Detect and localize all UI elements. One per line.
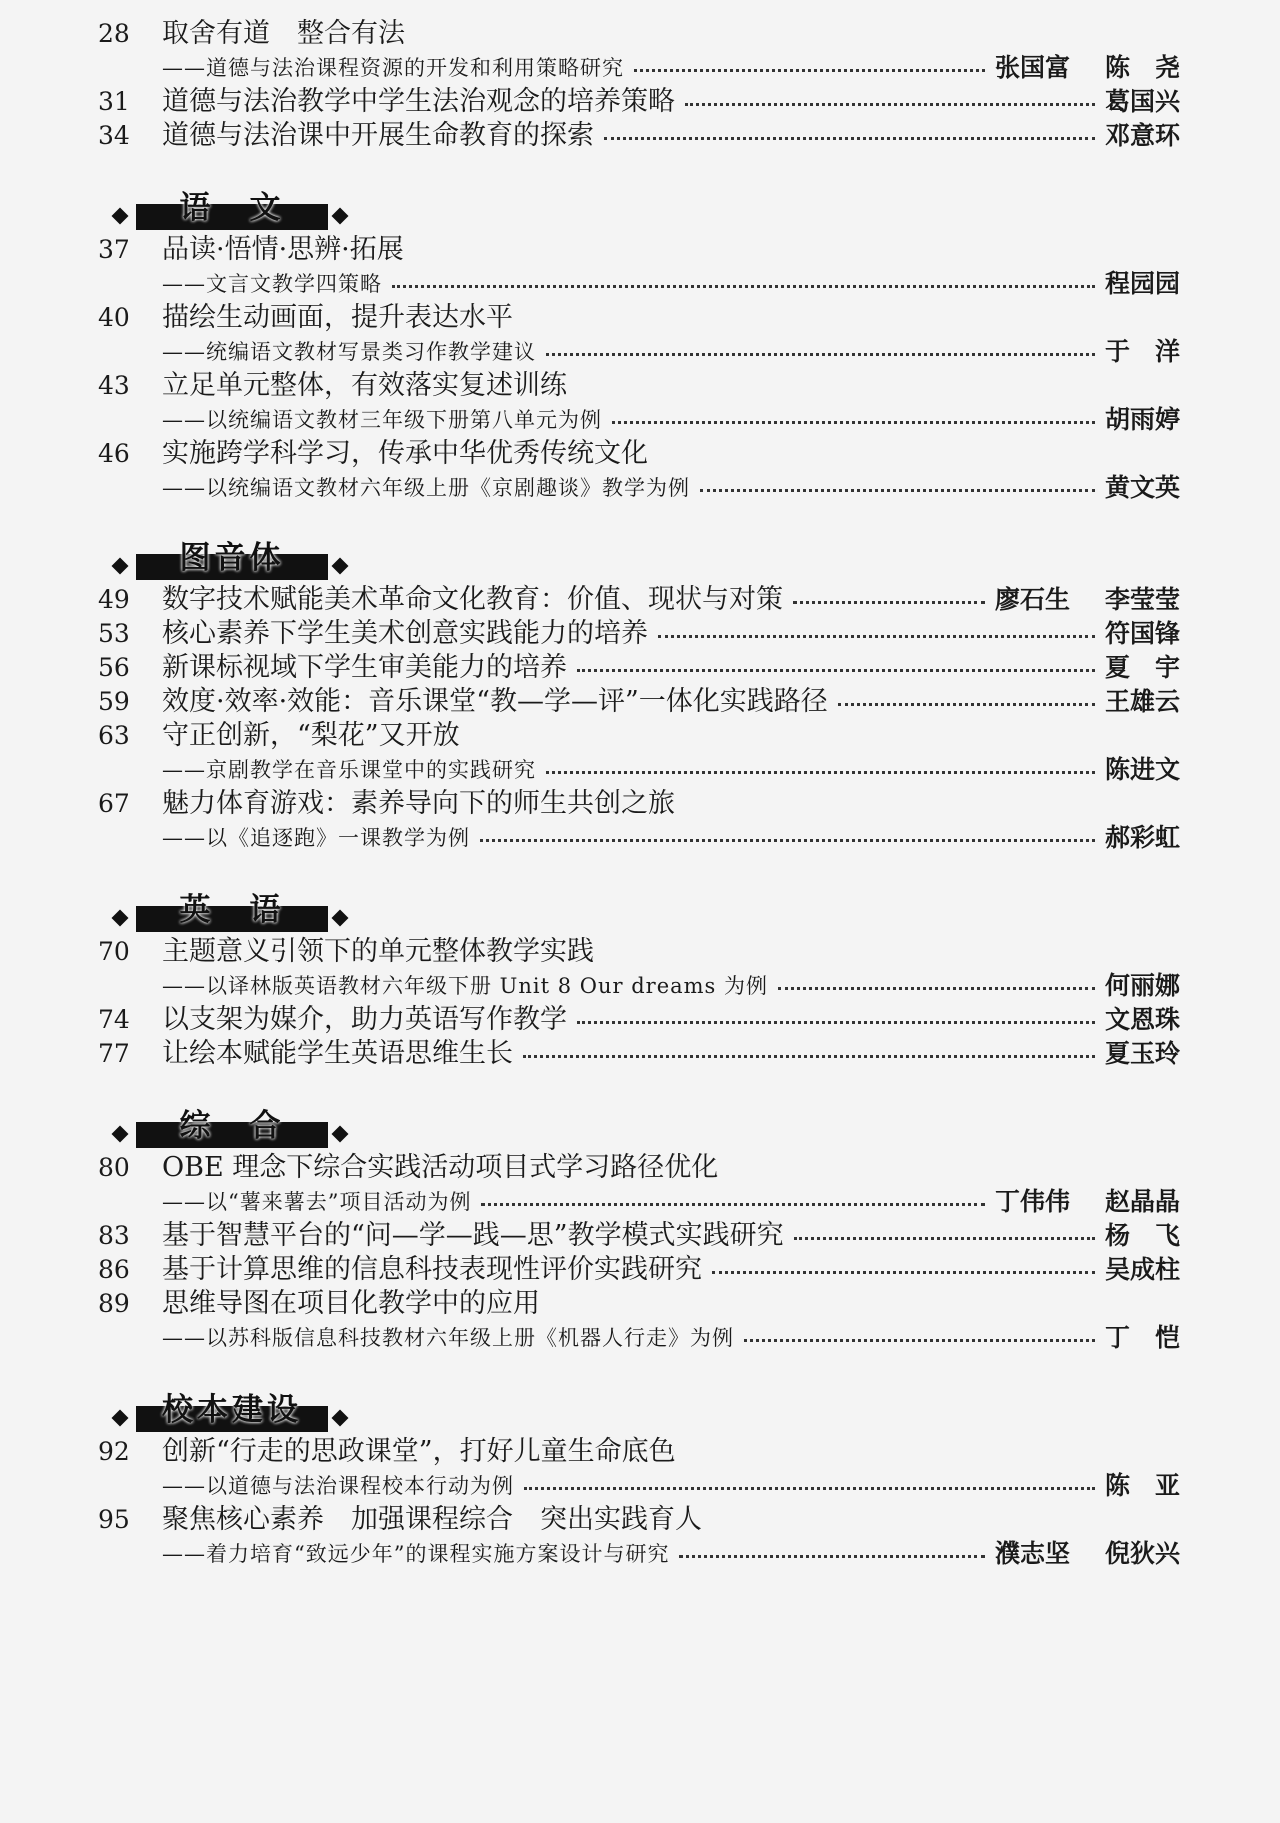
author-name: 黄文英 <box>1105 470 1180 506</box>
page-number: 92 <box>98 1437 130 1466</box>
toc-entry[interactable] <box>0 616 1280 652</box>
dot-leader <box>480 839 1095 842</box>
entry-title[interactable]: 立足单元整体，有效落实复述训练 <box>162 368 573 404</box>
page-number: 70 <box>98 937 130 966</box>
author-name: 李莹莹 <box>1105 582 1180 618</box>
page-number: 59 <box>98 687 130 716</box>
diamond-icon <box>332 910 349 927</box>
toc-entry-subtitle-row <box>0 402 1280 438</box>
page-number: 49 <box>98 585 130 614</box>
entry-title[interactable]: 新课标视域下学生审美能力的培养 <box>162 650 573 686</box>
author-name: 程园园 <box>1105 266 1180 302</box>
toc-entry[interactable] <box>0 1252 1280 1288</box>
entry-title[interactable]: 让绘本赋能学生英语思维生长 <box>162 1036 519 1072</box>
entry-title[interactable]: 主题意义引领下的单元整体教学实践 <box>162 934 600 970</box>
toc-entry[interactable] <box>0 934 1280 970</box>
entry-title[interactable]: 思维导图在项目化教学中的应用 <box>162 1286 546 1322</box>
page-number: 83 <box>98 1221 130 1250</box>
toc-entry[interactable] <box>0 1434 1280 1470</box>
toc-entry[interactable] <box>0 436 1280 472</box>
entry-title[interactable]: 基于计算思维的信息科技表现性评价实践研究 <box>162 1252 708 1288</box>
page-number: 40 <box>98 303 130 332</box>
toc-entry-subtitle-row <box>0 1536 1280 1572</box>
toc-entry-subtitle-row <box>0 1320 1280 1356</box>
diamond-icon <box>112 910 129 927</box>
entry-title[interactable]: 核心素养下学生美术创意实践能力的培养 <box>162 616 654 652</box>
author-name: 文恩珠 <box>1105 1002 1180 1038</box>
section-title: 校本建设 <box>162 1392 302 1428</box>
entry-subtitle: ——京剧教学在音乐课堂中的实践研究 <box>162 752 542 788</box>
page-number: 43 <box>98 371 130 400</box>
toc-entry[interactable] <box>0 582 1280 618</box>
section-header <box>110 1108 350 1146</box>
page-number: 95 <box>98 1505 130 1534</box>
dot-leader <box>679 1555 985 1558</box>
author-name: 陈 亚 <box>1105 1468 1180 1504</box>
entry-title[interactable]: 基于智慧平台的“问—学—践—思”教学模式实践研究 <box>162 1218 790 1254</box>
toc-entry[interactable] <box>0 84 1280 120</box>
author-name: 廖石生 <box>995 582 1070 618</box>
dot-leader <box>700 489 1095 492</box>
page-number: 80 <box>98 1153 130 1182</box>
toc-entry-subtitle-row <box>0 334 1280 370</box>
entry-subtitle: ——着力培育“致远少年”的课程实施方案设计与研究 <box>162 1536 675 1572</box>
page-number: 31 <box>98 87 130 116</box>
author-name: 丁伟伟 <box>995 1184 1070 1220</box>
entry-title[interactable]: 品读·悟情·思辨·拓展 <box>162 232 410 268</box>
page-number: 77 <box>98 1039 130 1068</box>
entry-title[interactable]: 聚焦核心素养 加强课程综合 突出实践育人 <box>162 1502 708 1538</box>
diamond-icon <box>332 1410 349 1427</box>
dot-leader <box>524 1487 1095 1490</box>
author-name: 赵晶晶 <box>1105 1184 1180 1220</box>
page-number: 63 <box>98 721 130 750</box>
diamond-icon <box>112 208 129 225</box>
toc-entry[interactable] <box>0 1502 1280 1538</box>
diamond-icon <box>112 558 129 575</box>
toc-entry[interactable] <box>0 232 1280 268</box>
toc-entry[interactable] <box>0 1286 1280 1322</box>
dot-leader <box>481 1203 985 1206</box>
entry-title[interactable]: 效度·效率·效能：音乐课堂“教—学—评”一体化实践路径 <box>162 684 834 720</box>
page-number: 53 <box>98 619 130 648</box>
dot-leader <box>577 669 1095 672</box>
author-name: 张国富 <box>995 50 1070 86</box>
entry-title[interactable]: 描绘生动画面，提升表达水平 <box>162 300 519 336</box>
entry-title[interactable]: 魅力体育游戏：素养导向下的师生共创之旅 <box>162 786 681 822</box>
author-name: 夏玉玲 <box>1105 1036 1180 1072</box>
diamond-icon <box>112 1410 129 1427</box>
entry-title[interactable]: 道德与法治教学中学生法治观念的培养策略 <box>162 84 681 120</box>
toc-entry-subtitle-row <box>0 752 1280 788</box>
author-name: 郝彩虹 <box>1105 820 1180 856</box>
toc-entry[interactable] <box>0 684 1280 720</box>
page-number: 86 <box>98 1255 130 1284</box>
page-number: 67 <box>98 789 130 818</box>
author-name: 陈 尧 <box>1105 50 1180 86</box>
dot-leader <box>634 69 985 72</box>
toc-entry[interactable] <box>0 1036 1280 1072</box>
entry-subtitle: ——以苏科版信息科技教材六年级上册《机器人行走》为例 <box>162 1320 740 1356</box>
author-name: 吴成柱 <box>1105 1252 1180 1288</box>
dot-leader <box>712 1271 1095 1274</box>
toc-entry[interactable] <box>0 650 1280 686</box>
author-name: 于 洋 <box>1105 334 1180 370</box>
toc-entry-subtitle-row <box>0 50 1280 86</box>
entry-subtitle: ——文言文教学四策略 <box>162 266 388 302</box>
section-title: 语 文 <box>179 190 285 226</box>
dot-leader <box>546 353 1095 356</box>
toc-entry[interactable] <box>0 1150 1280 1186</box>
diamond-icon <box>332 558 349 575</box>
entry-title[interactable]: OBE 理念下综合实践活动项目式学习路径优化 <box>162 1150 724 1186</box>
dot-leader <box>658 635 1095 638</box>
entry-subtitle: ——以译林版英语教材六年级下册 Unit 8 Our dreams 为例 <box>162 968 774 1004</box>
section-title: 英 语 <box>179 892 285 928</box>
entry-title[interactable]: 数字技术赋能美术革命文化教育：价值、现状与对策 <box>162 582 789 618</box>
author-name: 杨 飞 <box>1105 1218 1180 1254</box>
entry-subtitle: ——以统编语文教材三年级下册第八单元为例 <box>162 402 608 438</box>
entry-subtitle: ——以道德与法治课程校本行动为例 <box>162 1468 520 1504</box>
toc-entry-subtitle-row <box>0 968 1280 1004</box>
dot-leader <box>523 1055 1095 1058</box>
dot-leader <box>577 1021 1095 1024</box>
author-name: 符国锋 <box>1105 616 1180 652</box>
entry-title[interactable]: 以支架为媒介，助力英语写作教学 <box>162 1002 573 1038</box>
entry-subtitle: ——以《追逐跑》一课教学为例 <box>162 820 476 856</box>
dot-leader <box>793 601 985 604</box>
toc-entry-subtitle-row <box>0 266 1280 302</box>
page-number: 34 <box>98 121 130 150</box>
page-number: 28 <box>98 19 130 48</box>
author-name: 夏 宇 <box>1105 650 1180 686</box>
section-title: 综 合 <box>179 1108 285 1144</box>
page-number: 46 <box>98 439 130 468</box>
author-name: 倪狄兴 <box>1105 1536 1180 1572</box>
diamond-icon <box>332 208 349 225</box>
section-header <box>110 892 350 930</box>
dot-leader <box>612 421 1095 424</box>
toc-entry-subtitle-row <box>0 470 1280 506</box>
entry-title[interactable]: 取舍有道 整合有法 <box>162 16 411 52</box>
diamond-icon <box>332 1126 349 1143</box>
entry-title[interactable]: 守正创新，“梨花”又开放 <box>162 718 466 754</box>
author-name: 葛国兴 <box>1105 84 1180 120</box>
entry-title[interactable]: 创新“行走的思政课堂”，打好儿童生命底色 <box>162 1434 682 1470</box>
author-name: 王雄云 <box>1105 684 1180 720</box>
page-number: 74 <box>98 1005 130 1034</box>
dot-leader <box>546 771 1095 774</box>
dot-leader <box>744 1339 1095 1342</box>
toc-entry[interactable] <box>0 118 1280 154</box>
dot-leader <box>604 137 1095 140</box>
section-header <box>110 190 350 228</box>
page-number: 37 <box>98 235 130 264</box>
dot-leader <box>778 987 1095 990</box>
author-name: 丁 恺 <box>1105 1320 1180 1356</box>
entry-title[interactable]: 道德与法治课中开展生命教育的探索 <box>162 118 600 154</box>
toc-entry[interactable] <box>0 786 1280 822</box>
toc-entry[interactable] <box>0 718 1280 754</box>
entry-subtitle: ——以“薯来薯去”项目活动为例 <box>162 1184 477 1220</box>
entry-title[interactable]: 实施跨学科学习，传承中华优秀传统文化 <box>162 436 654 472</box>
toc-entry[interactable] <box>0 16 1280 52</box>
author-name: 邓意环 <box>1105 118 1180 154</box>
toc-entry[interactable] <box>0 1002 1280 1038</box>
toc-entry-subtitle-row <box>0 1468 1280 1504</box>
entry-subtitle: ——统编语文教材写景类习作教学建议 <box>162 334 542 370</box>
author-name: 陈进文 <box>1105 752 1180 788</box>
toc-entry[interactable] <box>0 1218 1280 1254</box>
section-header <box>110 1392 350 1430</box>
dot-leader <box>392 285 1095 288</box>
page-number: 89 <box>98 1289 130 1318</box>
dot-leader <box>685 103 1095 106</box>
toc-entry-subtitle-row <box>0 1184 1280 1220</box>
page-number: 56 <box>98 653 130 682</box>
section-title: 图音体 <box>179 540 285 576</box>
dot-leader <box>794 1237 1095 1240</box>
author-name: 濮志坚 <box>995 1536 1070 1572</box>
toc-entry[interactable] <box>0 368 1280 404</box>
dot-leader <box>838 703 1095 706</box>
entry-subtitle: ——道德与法治课程资源的开发和利用策略研究 <box>162 50 630 86</box>
entry-subtitle: ——以统编语文教材六年级上册《京剧趣谈》教学为例 <box>162 470 696 506</box>
author-name: 何丽娜 <box>1105 968 1180 1004</box>
toc-entry[interactable] <box>0 300 1280 336</box>
section-header <box>110 540 350 578</box>
toc-entry-subtitle-row <box>0 820 1280 856</box>
author-name: 胡雨婷 <box>1105 402 1180 438</box>
diamond-icon <box>112 1126 129 1143</box>
